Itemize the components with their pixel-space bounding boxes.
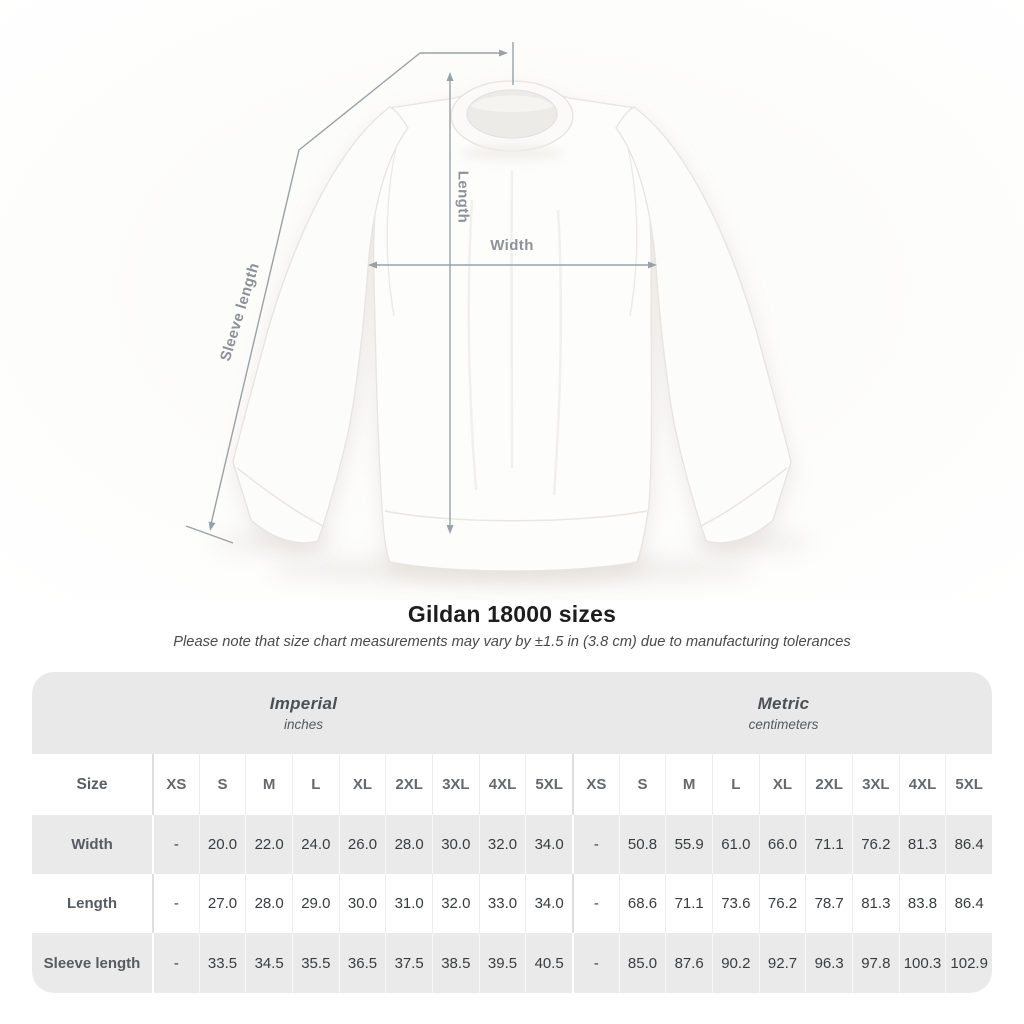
value-sleeve-length-imperial-1: 33.5	[199, 933, 246, 993]
value-sleeve-length-metric-0: -	[572, 933, 619, 993]
size-header-metric-xs: XS	[572, 754, 619, 815]
row-sleeve-length	[32, 933, 992, 993]
metric-sublabel: centimeters	[748, 717, 819, 732]
value-length-metric-4: 76.2	[759, 874, 806, 933]
row-length	[32, 874, 992, 933]
size-header-row	[32, 754, 992, 815]
value-length-metric-8: 86.4	[945, 874, 992, 933]
sleeve-measure-label: Sleeve length	[216, 260, 264, 364]
value-width-metric-3: 61.0	[712, 815, 759, 874]
value-width-metric-0: -	[572, 815, 619, 874]
value-sleeve-length-metric-1: 85.0	[619, 933, 666, 993]
value-width-metric-1: 50.8	[619, 815, 666, 874]
size-header-metric-m: M	[665, 754, 712, 815]
size-header-metric-2xl: 2XL	[805, 754, 852, 815]
value-width-imperial-8: 34.0	[525, 815, 572, 874]
size-header-imperial-4xl: 4XL	[479, 754, 526, 815]
value-length-metric-5: 78.7	[805, 874, 852, 933]
size-table	[32, 672, 992, 993]
value-width-imperial-1: 20.0	[199, 815, 246, 874]
value-sleeve-length-imperial-8: 40.5	[525, 933, 572, 993]
size-header-metric-4xl: 4XL	[899, 754, 946, 815]
value-sleeve-length-imperial-6: 38.5	[432, 933, 479, 993]
row-label-width: Width	[71, 836, 113, 853]
value-width-imperial-2: 22.0	[245, 815, 292, 874]
size-header-metric-s: S	[619, 754, 666, 815]
value-sleeve-length-metric-7: 100.3	[899, 933, 946, 993]
value-width-metric-8: 86.4	[945, 815, 992, 874]
value-width-metric-6: 76.2	[852, 815, 899, 874]
value-length-imperial-2: 28.0	[245, 874, 292, 933]
value-length-imperial-6: 32.0	[432, 874, 479, 933]
size-header-metric-5xl: 5XL	[945, 754, 992, 815]
imperial-sublabel: inches	[283, 717, 324, 732]
value-length-imperial-1: 27.0	[199, 874, 246, 933]
cuff-tick	[186, 526, 233, 543]
size-header-imperial-xs: XS	[152, 754, 199, 815]
value-length-imperial-8: 34.0	[525, 874, 572, 933]
value-width-metric-2: 55.9	[665, 815, 712, 874]
value-sleeve-length-metric-6: 97.8	[852, 933, 899, 993]
value-width-imperial-5: 28.0	[385, 815, 432, 874]
value-width-imperial-7: 32.0	[479, 815, 526, 874]
page-title: Gildan 18000 sizes	[407, 601, 617, 627]
value-sleeve-length-imperial-4: 36.5	[339, 933, 386, 993]
row-label-sleeve-length: Sleeve length	[43, 954, 141, 972]
size-column-header: Size	[76, 775, 108, 793]
value-sleeve-length-imperial-3: 35.5	[292, 933, 339, 993]
row-width	[32, 815, 992, 874]
value-length-imperial-3: 29.0	[292, 874, 339, 933]
unit-band	[32, 672, 992, 754]
sweatshirt-body-group	[233, 81, 791, 571]
value-length-metric-7: 83.8	[899, 874, 946, 933]
size-header-metric-3xl: 3XL	[852, 754, 899, 815]
size-header-imperial-m: M	[245, 754, 292, 815]
value-length-imperial-7: 33.0	[479, 874, 526, 933]
value-length-metric-6: 81.3	[852, 874, 899, 933]
collar-front-shadow	[460, 145, 564, 161]
value-length-metric-3: 73.6	[712, 874, 759, 933]
value-sleeve-length-metric-4: 92.7	[759, 933, 806, 993]
value-width-imperial-0: -	[152, 815, 199, 874]
metric-label: Metric	[757, 694, 810, 713]
value-width-imperial-3: 24.0	[292, 815, 339, 874]
imperial-label: Imperial	[269, 694, 338, 713]
value-width-metric-5: 71.1	[805, 815, 852, 874]
row-label-length: Length	[67, 895, 117, 912]
size-header-metric-xl: XL	[759, 754, 806, 815]
value-length-imperial-5: 31.0	[385, 874, 432, 933]
value-length-metric-0: -	[572, 874, 619, 933]
value-sleeve-length-metric-3: 90.2	[712, 933, 759, 993]
value-width-imperial-6: 30.0	[432, 815, 479, 874]
size-header-imperial-s: S	[199, 754, 246, 815]
value-length-metric-2: 71.1	[665, 874, 712, 933]
value-sleeve-length-imperial-7: 39.5	[479, 933, 526, 993]
size-header-imperial-5xl: 5XL	[525, 754, 572, 815]
width-measure-label: Width	[490, 237, 534, 254]
value-sleeve-length-metric-8: 102.9	[945, 933, 992, 993]
size-header-imperial-l: L	[292, 754, 339, 815]
value-length-imperial-4: 30.0	[339, 874, 386, 933]
value-length-metric-1: 68.6	[619, 874, 666, 933]
value-length-imperial-0: -	[152, 874, 199, 933]
value-sleeve-length-metric-2: 87.6	[665, 933, 712, 993]
value-width-imperial-4: 26.0	[339, 815, 386, 874]
value-sleeve-length-imperial-2: 34.5	[245, 933, 292, 993]
unit-metric	[575, 672, 992, 754]
unit-imperial	[32, 672, 575, 754]
size-header-imperial-3xl: 3XL	[432, 754, 479, 815]
value-width-metric-7: 81.3	[899, 815, 946, 874]
tolerance-note: Please note that size chart measurements may vary by ±1.5 in (3.8 cm) due to manufacturing tolerances	[173, 634, 851, 650]
value-width-metric-4: 66.0	[759, 815, 806, 874]
size-header-imperial-xl: XL	[339, 754, 386, 815]
value-sleeve-length-imperial-0: -	[152, 933, 199, 993]
size-header-imperial-2xl: 2XL	[385, 754, 432, 815]
value-sleeve-length-metric-5: 96.3	[805, 933, 852, 993]
size-header-metric-l: L	[712, 754, 759, 815]
value-sleeve-length-imperial-5: 37.5	[385, 933, 432, 993]
length-measure-label: Length	[454, 170, 472, 224]
